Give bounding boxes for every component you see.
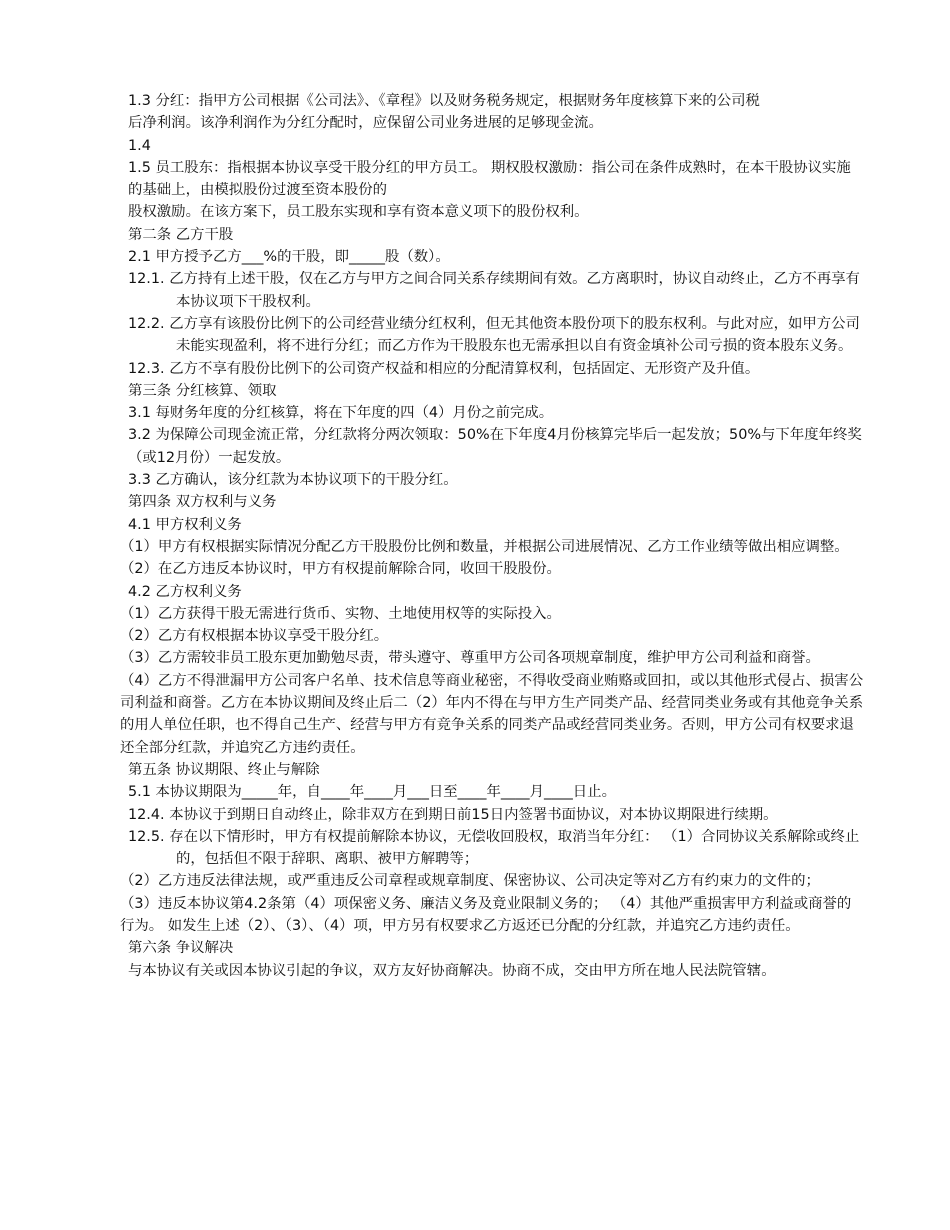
clause-1-5: 1.5 员工股东：指根据本协议享受干股分红的甲方员工。 期权股权激励：指公司在条件成熟时，在本干股协议实施的基础上，由模拟股份过渡至资本股份的 (128, 159, 851, 199)
clause-1-3: 1.3 分红：指甲方公司根据《公司法》、《章程》以及财务税务规定，根据财务年度核算下来的公司税 (128, 93, 760, 109)
clause-4-2-item-4: （4）乙方不得泄漏甲方公司客户名单、技术信息等商业秘密，不得收受商业贿赂或回扣，或以其他形式侵占、损害公司利益和商誉。乙方在本协议期间及终止后二（2）年内不得在与甲方生产同类产品、经营同类业务或有其他竞争关系的用人单位任职，也不得自己生产、经营与甲方有竞争关系的同类产品或经营同类业务。否则，甲方公司有权要求退还全部分红款，并追究乙方违约责任。 (120, 672, 864, 756)
clause-4-1-item-2: （2）在乙方违反本协议时，甲方有权提前解除合同，收回干股股份。 (120, 561, 561, 578)
clause-1-4: 1.4 (128, 137, 151, 154)
article-3-heading: 第三条 分红核算、领取 (128, 382, 277, 399)
clause-3-2: 3.2 为保障公司现金流正常，分红款将分两次领取：50%在下年度4月份核算完毕后一起发放；50%与下年度年终奖（或12月份）一起发放。 (128, 427, 862, 466)
clause-12-4: 12.4. 本协议于到期日自动终止，除非双方在到期日前15日内签署书面协议，对本协议期限进行续期。 (128, 806, 778, 823)
clause-4-1: 4.1 甲方权利义务 (128, 516, 242, 533)
clause-4-1-item-1: （1）甲方有权根据实际情况分配乙方干股股份比例和数量，并根据公司进展情况、乙方工作业绩等做出相应调整。 (120, 538, 849, 555)
document-body (88, 90, 864, 982)
article-4-heading: 第四条 双方权利与义务 (128, 494, 277, 511)
clause-5-1: 5.1 本协议期限为_____年，自____年____月___日至____年____月____日止。 (128, 784, 616, 801)
clause-12-1: 12.1. 乙方持有上述干股，仅在乙方与甲方之间合同关系存续期间有效。乙方离职时，协议自动终止，乙方不再享有本协议项下干股权利。 (128, 271, 860, 310)
clause-2-1: 2.1 甲方授予乙方___%的干股，即_____股（数）。 (128, 249, 450, 266)
article-5-heading: 第五条 协议期限、终止与解除 (128, 761, 320, 778)
article-6-heading: 第六条 争议解决 (128, 940, 234, 957)
clause-4-2: 4.2 乙方权利义务 (128, 583, 242, 600)
clause-4-2-item-2: （2）乙方有权根据本协议享受干股分红。 (120, 628, 389, 645)
clause-6-body: 与本协议有关或因本协议引起的争议，双方友好协商解决。协商不成，交由甲方所在地人民法院管辖。 (128, 962, 776, 979)
clause-12-3: 12.3. 乙方不享有股份比例下的公司资产权益和相应的分配清算权利，包括固定、无形资产及升值。 (128, 360, 760, 377)
clause-1-5-cont: 股权激励。在该方案下，员工股东实现和享有资本意义项下的股份权利。 (128, 204, 589, 221)
clause-12-5-item-3: （3）违反本协议第4.2条第（4）项保密义务、廉洁义务及竟业限制义务的； （4）其他严重损害甲方利益或商誉的行为。 如发生上述（2）、（3）、（4）项，甲方另有权要求乙方返还已分配的分红款，并追究乙方违约责任。 (120, 895, 852, 934)
clause-4-2-item-1: （1）乙方获得干股无需进行货币、实物、土地使用权等的实际投入。 (120, 605, 561, 622)
clause-1-3-cont: 后净利润。该净利润作为分红分配时，应保留公司业务进展的足够现金流。 (128, 115, 603, 132)
clause-3-3: 3.3 乙方确认，该分红款为本协议项下的干股分红。 (128, 472, 458, 489)
clause-4-2-item-3: （3）乙方需较非员工股东更加勤勉尽责，带头遵守、尊重甲方公司各项规章制度，维护甲方公司利益和商誉。 (120, 650, 820, 667)
clause-12-5-item-2: （2）乙方违反法律法规，或严重违反公司章程或规章制度、保密协议、公司决定等对乙方有约束力的文件的； (120, 873, 820, 890)
clause-12-2: 12.2. 乙方享有该股份比例下的公司经营业绩分红权利，但无其他资本股份项下的股东权利。与此对应，如甲方公司未能实现盈利，将不进行分红；而乙方作为干股股东也无需承担以自有资金填补公司亏损的资本股东义务。 (128, 315, 860, 355)
clause-12-5: 12.5. 存在以下情形时，甲方有权提前解除本协议，无偿收回股权，取消当年分红： （1）合同协议关系解除或终止的，包括但不限于辞职、离职、被甲方解聘等； (128, 828, 860, 868)
clause-3-1: 3.1 每财务年度的分红核算，将在下年度的四（4）月份之前完成。 (128, 405, 554, 422)
article-2-heading: 第二条 乙方干股 (128, 226, 234, 243)
